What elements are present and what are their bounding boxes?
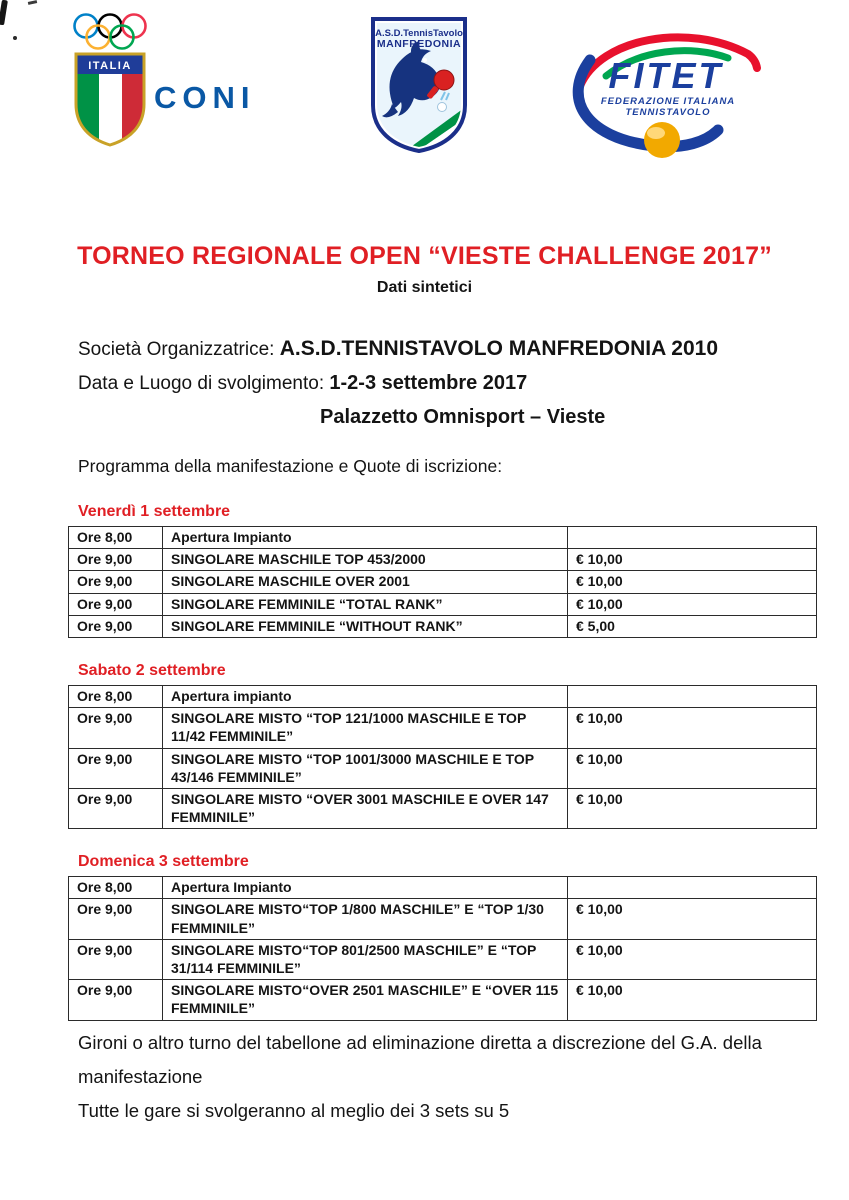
cell-fee: € 10,00 bbox=[568, 549, 817, 571]
cell-fee: € 10,00 bbox=[568, 571, 817, 593]
footer-note-gironi: Gironi o altro turno del tabellone ad eliminazione diretta a discrezione del G.A. della manifestazione bbox=[78, 1032, 762, 1088]
organizer-value: A.S.D.TENNISTAVOLO MANFREDONIA 2010 bbox=[279, 337, 719, 360]
cell-fee: € 5,00 bbox=[568, 615, 817, 637]
cell-event: SINGOLARE MISTO “TOP 121/1000 MASCHILE E TOP 11/42 FEMMINILE” bbox=[163, 708, 568, 748]
schedule-sections bbox=[68, 503, 765, 1045]
scan-artifact bbox=[13, 36, 17, 40]
venue-line: Palazzetto Omnisport – Vieste bbox=[320, 406, 606, 429]
cell-event: SINGOLARE MISTO“TOP 1/800 MASCHILE” E “TOP 1/30 FEMMINILE” bbox=[163, 899, 568, 939]
schedule-row bbox=[69, 708, 817, 748]
event-info bbox=[78, 336, 798, 439]
day-heading: Sabato 2 settembre bbox=[78, 661, 226, 679]
coni-shield-label: ITALIA bbox=[88, 60, 132, 72]
cell-time: Ore 9,00 bbox=[69, 788, 163, 828]
fitet-wordmark: FITET bbox=[608, 55, 724, 96]
schedule-row bbox=[69, 788, 817, 828]
cell-fee: € 10,00 bbox=[568, 899, 817, 939]
organizer-label: Società Organizzatrice: bbox=[78, 339, 275, 360]
day-heading: Domenica 3 settembre bbox=[78, 853, 249, 871]
schedule-row bbox=[69, 593, 817, 615]
scan-artifact bbox=[28, 0, 37, 5]
manfredonia-logo-line1: A.S.D.TennisTavolo bbox=[375, 28, 463, 39]
organizer-line bbox=[78, 336, 798, 362]
page-subtitle: Dati sintetici bbox=[376, 279, 473, 296]
cell-time: Ore 9,00 bbox=[69, 980, 163, 1020]
date-line bbox=[78, 371, 798, 396]
cell-event: SINGOLARE FEMMINILE “WITHOUT RANK” bbox=[163, 615, 568, 637]
coni-logo-icon bbox=[58, 8, 296, 150]
manfredonia-logo-icon bbox=[368, 16, 470, 156]
cell-time: Ore 9,00 bbox=[69, 939, 163, 979]
schedule-row bbox=[69, 899, 817, 939]
cell-time: Ore 9,00 bbox=[69, 748, 163, 788]
scan-artifact bbox=[0, 0, 8, 25]
cell-event: SINGOLARE MISTO “OVER 3001 MASCHILE E OVER 147 FEMMINILE” bbox=[163, 788, 568, 828]
date-value: 1-2-3 settembre 2017 bbox=[329, 372, 528, 395]
cell-event: Apertura impianto bbox=[163, 685, 568, 707]
manfredonia-logo-line2: MANFREDONIA bbox=[376, 38, 462, 50]
coni-wordmark: CONI bbox=[154, 80, 256, 115]
cell-event: Apertura Impianto bbox=[163, 527, 568, 549]
schedule-row bbox=[69, 571, 817, 593]
program-heading: Programma della manifestazione e Quote di iscrizione: bbox=[78, 456, 503, 476]
day-heading: Venerdì 1 settembre bbox=[78, 503, 231, 520]
schedule-row bbox=[69, 980, 817, 1020]
cell-fee: € 10,00 bbox=[568, 980, 817, 1020]
cell-event: SINGOLARE FEMMINILE “TOTAL RANK” bbox=[163, 593, 568, 615]
cell-event: Apertura Impianto bbox=[163, 877, 568, 899]
schedule-row bbox=[69, 939, 817, 979]
schedule-table bbox=[68, 685, 817, 829]
schedule-table bbox=[68, 526, 817, 638]
schedule-row bbox=[69, 549, 817, 571]
cell-time: Ore 8,00 bbox=[69, 527, 163, 549]
cell-fee bbox=[568, 527, 817, 549]
cell-fee: € 10,00 bbox=[568, 939, 817, 979]
cell-fee bbox=[568, 877, 817, 899]
day-section bbox=[68, 503, 765, 638]
page-title: TORNEO REGIONALE OPEN “VIESTE CHALLENGE 2017” bbox=[77, 242, 772, 270]
footer-notes bbox=[78, 1026, 826, 1129]
cell-fee: € 10,00 bbox=[568, 708, 817, 748]
date-label: Data e Luogo di svolgimento: bbox=[78, 373, 325, 395]
fitet-sub-line1: FEDERAZIONE ITALIANA bbox=[600, 96, 736, 107]
fitet-logo-icon bbox=[566, 24, 764, 162]
schedule-row bbox=[69, 748, 817, 788]
cell-event: SINGOLARE MISTO“OVER 2501 MASCHILE” E “OVER 115 FEMMINILE” bbox=[163, 980, 568, 1020]
schedule-row bbox=[69, 877, 817, 899]
cell-event: SINGOLARE MISTO “TOP 1001/3000 MASCHILE E TOP 43/146 FEMMINILE” bbox=[163, 748, 568, 788]
cell-time: Ore 9,00 bbox=[69, 899, 163, 939]
footer-note-sets: Tutte le gare si svolgeranno al meglio dei 3 sets su 5 bbox=[78, 1100, 510, 1122]
cell-fee: € 10,00 bbox=[568, 748, 817, 788]
fitet-sub-line2: TENNISTAVOLO bbox=[625, 107, 711, 118]
day-section bbox=[68, 662, 765, 829]
cell-fee bbox=[568, 685, 817, 707]
cell-time: Ore 8,00 bbox=[69, 685, 163, 707]
cell-fee: € 10,00 bbox=[568, 593, 817, 615]
schedule-row bbox=[69, 615, 817, 637]
cell-time: Ore 9,00 bbox=[69, 593, 163, 615]
cell-event: SINGOLARE MASCHILE TOP 453/2000 bbox=[163, 549, 568, 571]
schedule-table bbox=[68, 876, 817, 1020]
cell-time: Ore 9,00 bbox=[69, 708, 163, 748]
schedule-row bbox=[69, 685, 817, 707]
cell-event: SINGOLARE MISTO“TOP 801/2500 MASCHILE” E “TOP 31/114 FEMMINILE” bbox=[163, 939, 568, 979]
cell-time: Ore 9,00 bbox=[69, 549, 163, 571]
cell-time: Ore 8,00 bbox=[69, 877, 163, 899]
cell-time: Ore 9,00 bbox=[69, 571, 163, 593]
cell-fee: € 10,00 bbox=[568, 788, 817, 828]
schedule-row bbox=[69, 527, 817, 549]
cell-time: Ore 9,00 bbox=[69, 615, 163, 637]
cell-event: SINGOLARE MASCHILE OVER 2001 bbox=[163, 571, 568, 593]
day-section bbox=[68, 853, 765, 1020]
